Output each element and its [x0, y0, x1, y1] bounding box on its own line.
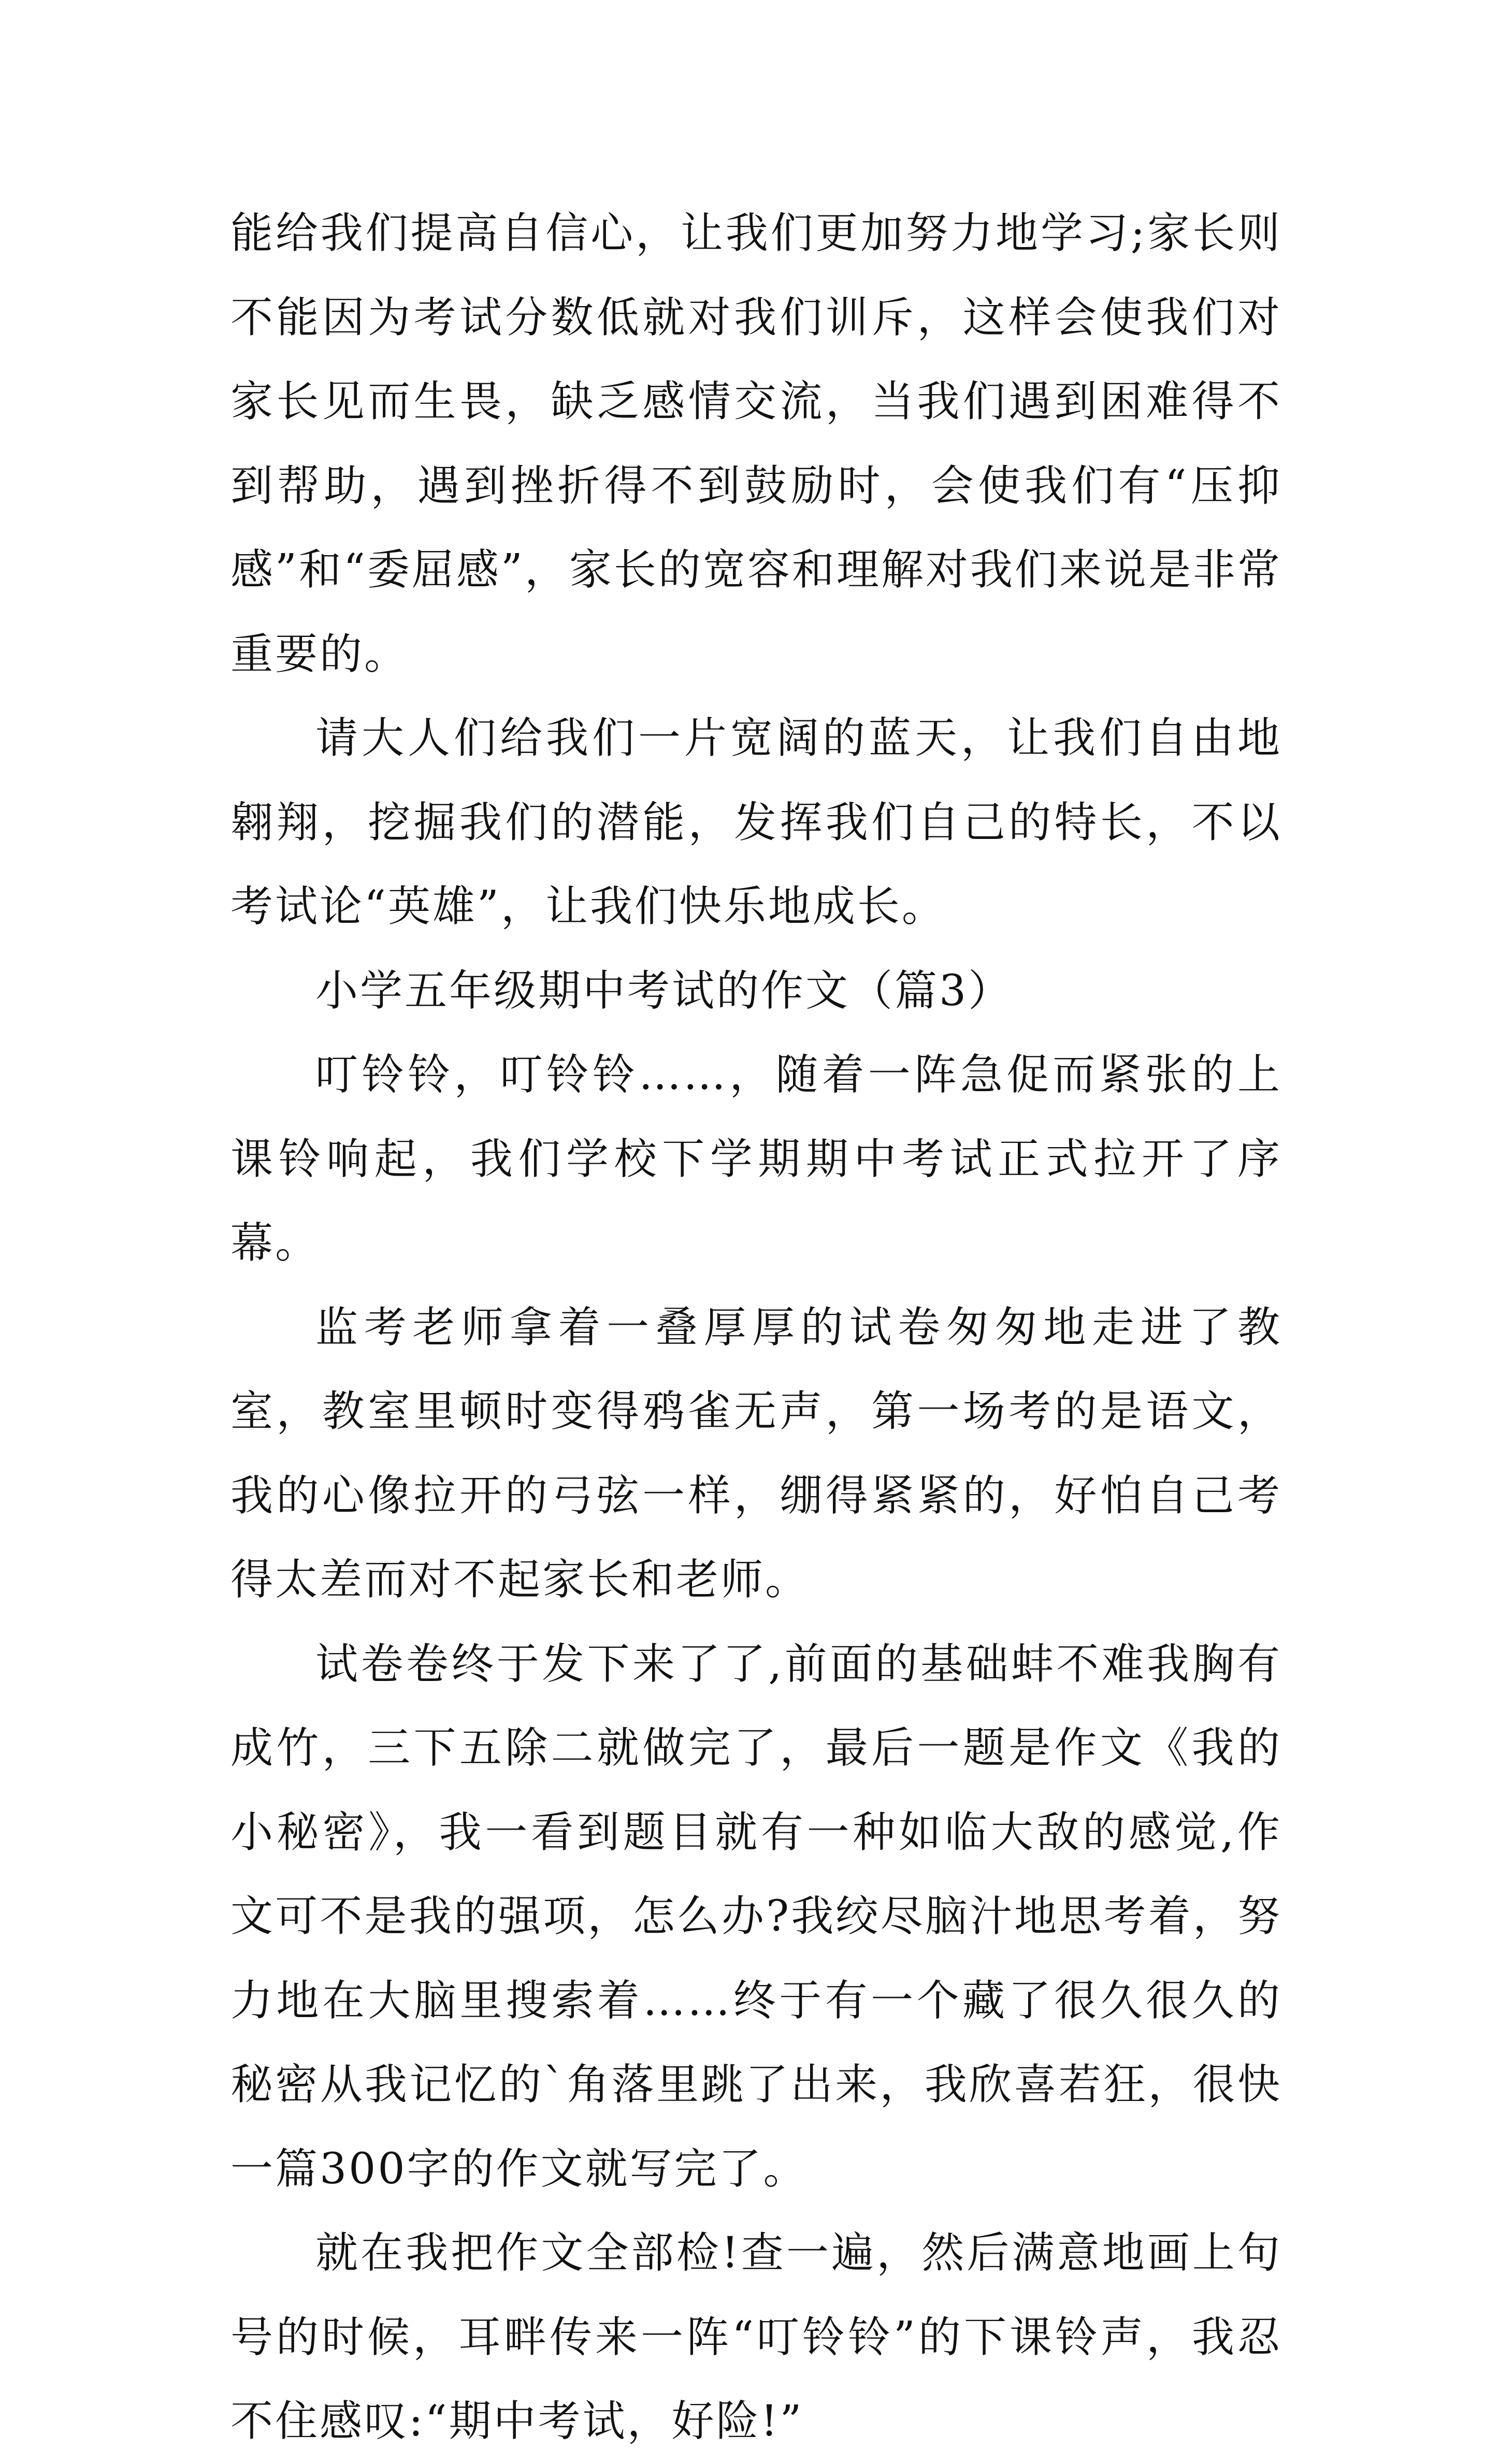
paragraph-continuation: 能给我们提高自信心，让我们更加努力地学习;家长则不能因为考试分数低就对我们训斥，这样会使我们对家长见而生畏，缺乏感情交流，当我们遇到困难得不到帮助，遇到挫折得不到鼓励时，会使我们有“压抑感”和“委屈感”，家长的宽容和理解对我们来说是非常重要的。 [230, 209, 1282, 679]
paragraph-proctor: 监考老师拿着一叠厚厚的试卷匆匆地走进了教室，教室里顿时变得鸦雀无声，第一场考的是语文，我的心像拉开的弓弦一样，绷得紧紧的，好怕自己考得太差而对不起家长和老师。 [230, 1302, 1282, 1604]
paragraph-ending: 就在我把作文全部检!查一遍，然后满意地画上句号的时候，耳畔传来一阵“叮铃铃”的下课铃声，我忍不住感叹:“期中考试，好险!” [230, 2228, 1282, 2446]
essay-body [230, 192, 1282, 2464]
paragraph-request: 请大人们给我们一片宽阔的蓝天，让我们自由地翱翔，挖掘我们的潜能，发挥我们自己的特长，不以考试论“英雄”，让我们快乐地成长。 [230, 714, 1282, 931]
paragraph-exam-paper: 试卷卷终于发下来了了,前面的基础蚌不难我胸有成竹，三下五除二就做完了，最后一题是作文《我的小秘密》，我一看到题目就有一种如临大敌的感觉,作文可不是我的强项，怎么办?我绞尽脑汁地思考着，努力地在大脑里搜索着……终于有一个藏了很久很久的秘密从我记忆的`角落里跳了出来，我欣喜若狂，很快一篇300字的作文就写完了。 [230, 1639, 1282, 2194]
section-heading: 小学五年级期中考试的作文（篇3） [315, 966, 1013, 1016]
paragraph-bell: 叮铃铃，叮铃铃……，随着一阵急促而紧张的上课铃响起，我们学校下学期期中考试正式拉开了序幕。 [230, 1050, 1282, 1268]
